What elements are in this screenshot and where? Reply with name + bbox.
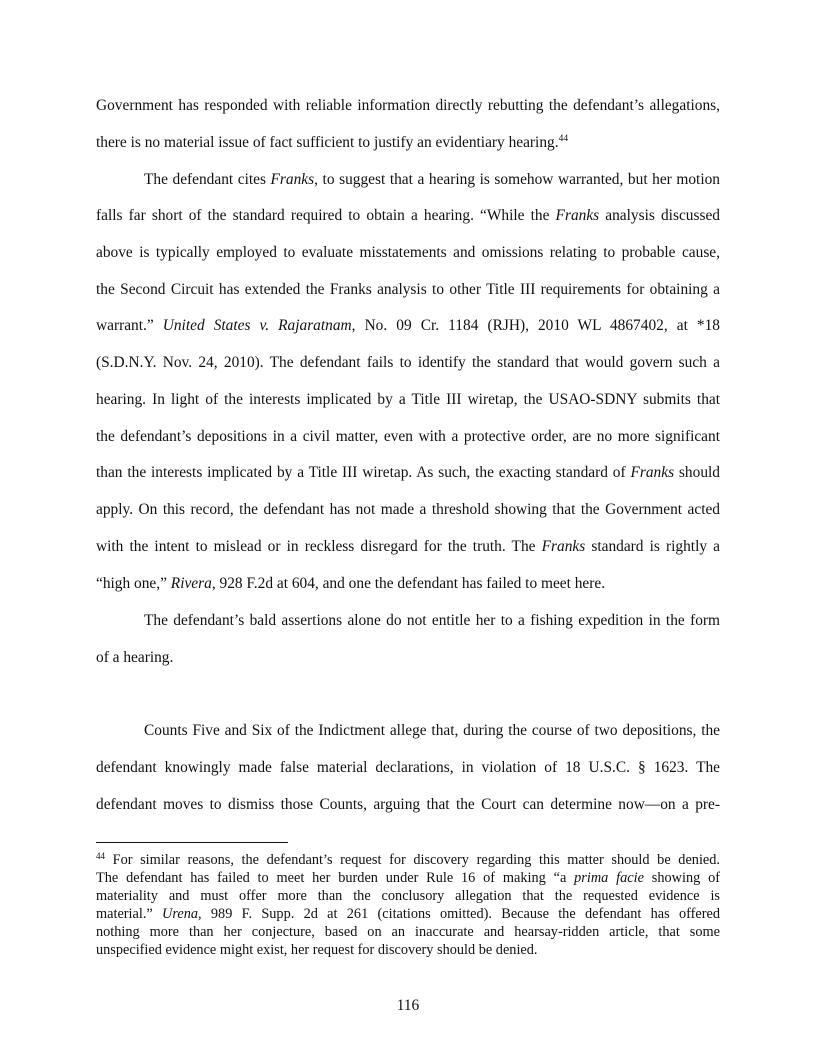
text: falls far short of the standard required to obtain a hearing. “While the [96, 207, 556, 224]
text: For similar reasons, the defendant’s request for discovery regarding this matter should be denied. [105, 852, 720, 868]
footnote-line [96, 869, 720, 887]
case-name: Urena, [162, 906, 202, 922]
body-text-line [96, 500, 720, 520]
text: above is typically employed to evaluate misstatements and omissions relating to probable cause, [96, 244, 720, 261]
body-text-line [96, 206, 720, 226]
text: hearing. In light of the interests implicated by a Title III wiretap, the USAO-SDNY submits that [96, 391, 720, 408]
text: nothing more than her conjecture, based on an inaccurate and hearsay-ridden article, that some [96, 924, 720, 940]
footnote-reference[interactable]: 44 [558, 134, 569, 144]
text: the Second Circuit has extended the Franks analysis to other Title III requirements for obtaining a [96, 281, 720, 298]
text: 989 F. Supp. 2d at 261 (citations omitted). Because the defendant has offered [201, 906, 720, 922]
case-name: Franks [555, 207, 600, 224]
body-text-line [144, 721, 720, 741]
text: “high one,” [96, 575, 171, 592]
footnote-line [96, 887, 720, 905]
text: , No. 09 Cr. 1184 (RJH), 2010 WL 4867402, at *18 [351, 317, 720, 334]
body-text-line [96, 96, 720, 116]
body-text-line [96, 574, 720, 594]
body-text-line [96, 463, 720, 483]
footnote-line [96, 905, 720, 923]
body-text-line [96, 537, 720, 557]
case-name: United States v. Rajaratnam [162, 317, 352, 334]
text: than the interests implicated by a Title III wiretap. As such, the exacting standard of [96, 464, 631, 481]
body-text-line [96, 353, 720, 373]
text: Counts Five and Six of the Indictment allege that, during the course of two depositions, the [144, 722, 720, 739]
body-text-line [96, 648, 720, 668]
text: apply. On this record, the defendant has not made a threshold showing that the Government acted [96, 501, 720, 518]
text: defendant knowingly made false material declarations, in violation of 18 U.S.C. § 1623. The [96, 759, 720, 776]
footnote-number: 44 [96, 851, 105, 861]
footnote-separator [96, 842, 288, 843]
body-text-line [96, 427, 720, 447]
text: The defendant cites [144, 171, 271, 188]
footnote-line [96, 851, 720, 869]
text: showing of [643, 870, 720, 886]
text: , 928 F.2d at 604, and one the defendant has failed to meet here. [211, 575, 606, 592]
case-name: Franks [541, 538, 586, 555]
text: there is no material issue of fact sufficient to justify an evidentiary hearing. [96, 134, 559, 151]
body-text-line [96, 280, 720, 300]
text: the defendant’s depositions in a civil matter, even with a protective order, are no more significant [96, 428, 720, 445]
text: (S.D.N.Y. Nov. 24, 2010). The defendant fails to identify the standard that would govern such a [96, 354, 720, 371]
text: defendant moves to dismiss those Counts, arguing that the Court can determine now—on a pre- [96, 796, 720, 813]
body-text-line [96, 243, 720, 263]
footnote-line [96, 923, 720, 941]
body-text-line [96, 316, 720, 336]
body-text-line [96, 758, 720, 778]
text: The defendant has failed to meet her burden under Rule 16 of making “a [96, 870, 575, 886]
text: with the intent to mislead or in reckless disregard for the truth. The [96, 538, 542, 555]
case-name: Rivera [170, 575, 212, 592]
body-text-line [96, 390, 720, 410]
case-name: Franks [270, 171, 315, 188]
text: materiality and must offer more than the conclusory allegation that the requested evidence is [96, 888, 720, 904]
case-name: Franks [630, 464, 675, 481]
body-text-line [144, 170, 720, 190]
footnote-line [96, 941, 720, 959]
italic-term: prima facie [574, 870, 644, 886]
section-heading [96, 684, 720, 704]
text: The defendant’s bald assertions alone do not entitle her to a fishing expedition in the form [144, 612, 720, 629]
page-number: 116 [396, 997, 420, 1014]
text: standard is rightly a [585, 538, 720, 555]
body-text-line [144, 611, 720, 631]
text: should [674, 464, 720, 481]
text: analysis discussed [599, 207, 720, 224]
body-text-line [96, 133, 720, 153]
text: , to suggest that a hearing is somehow warranted, but her motion [314, 171, 720, 188]
text: warrant.” [96, 317, 163, 334]
text: Government has responded with reliable information directly rebutting the defendant’s allegations, [96, 97, 720, 114]
text: of a hearing. [96, 649, 174, 666]
body-text-line [96, 795, 720, 815]
text: material.” [96, 906, 163, 922]
text: unspecified evidence might exist, her request for discovery should be denied. [96, 942, 538, 958]
